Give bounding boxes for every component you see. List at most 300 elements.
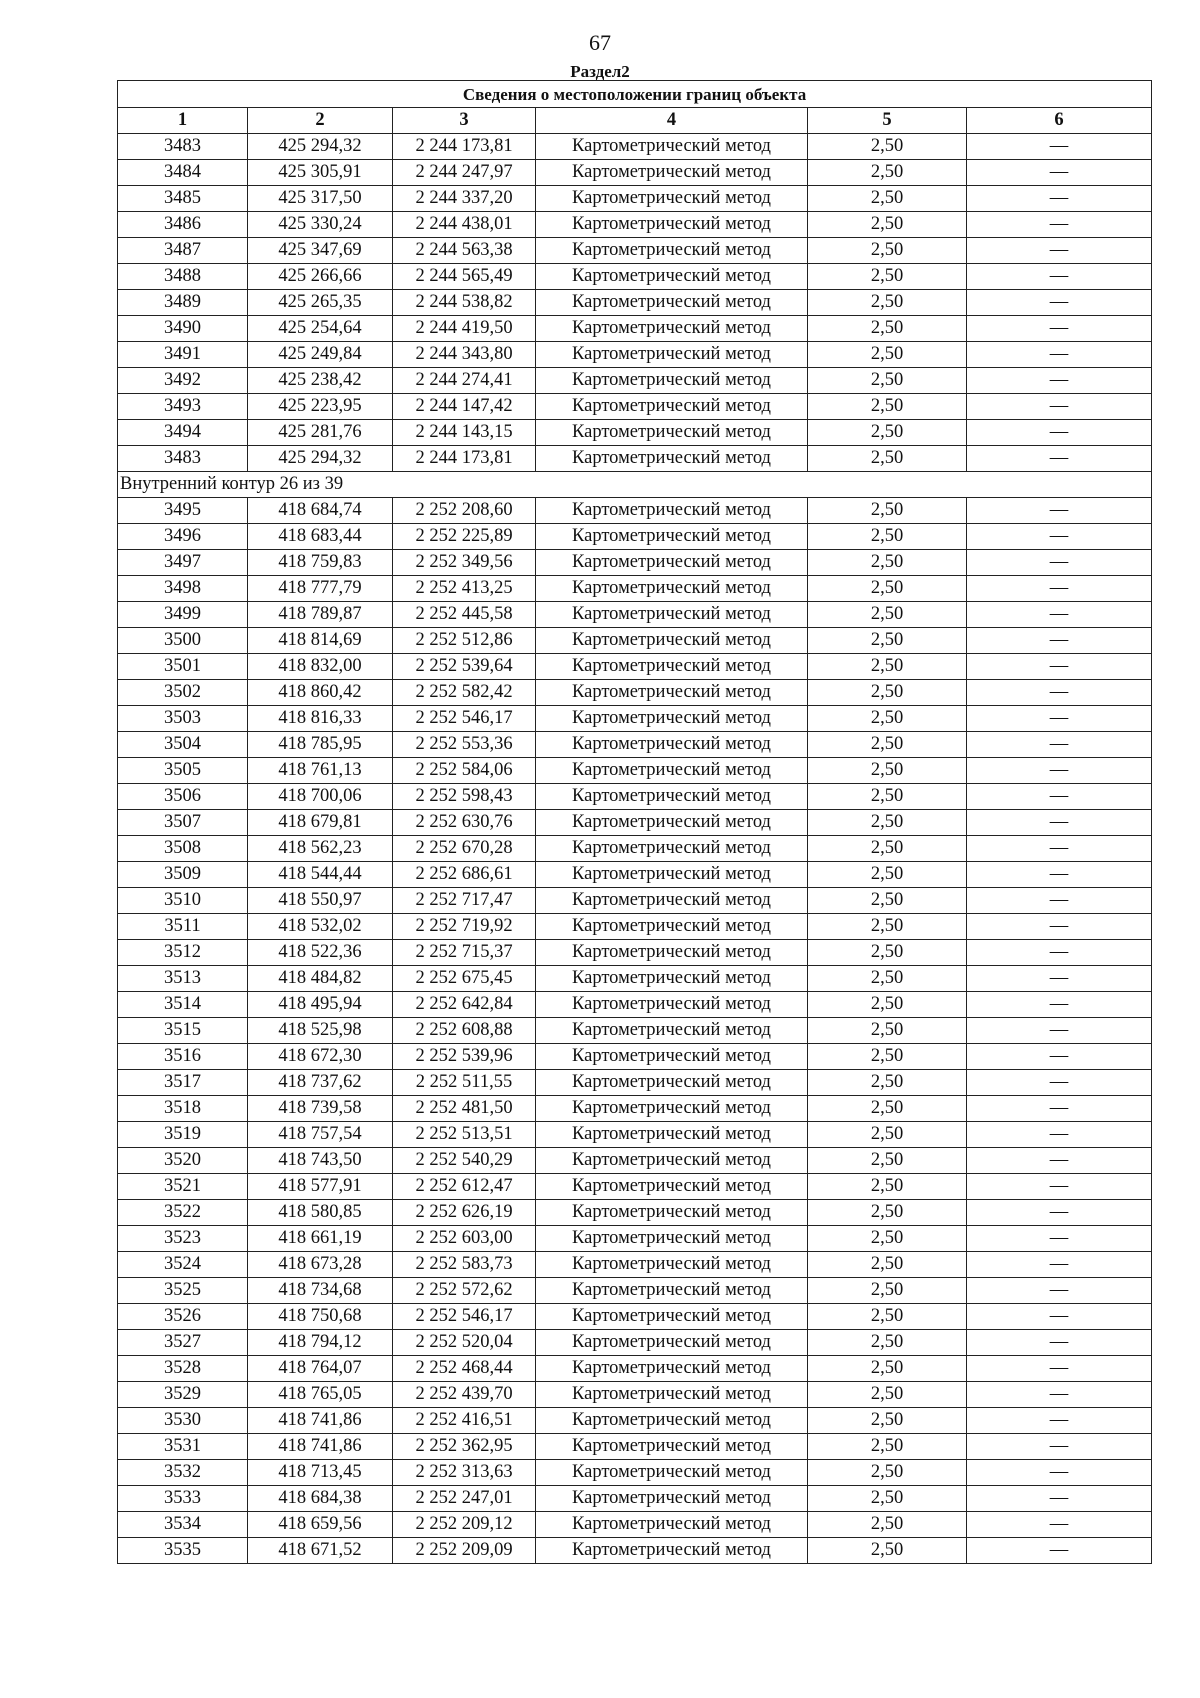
method-cell: Картометрический метод: [536, 238, 808, 264]
point-number-cell: 3504: [118, 732, 248, 758]
coordinate-y-cell: 2 252 583,73: [393, 1252, 536, 1278]
coordinate-y-cell: 2 244 337,20: [393, 186, 536, 212]
description-cell: —: [967, 212, 1152, 238]
point-number-cell: 3527: [118, 1330, 248, 1356]
table-row: [118, 420, 1152, 446]
method-cell: Картометрический метод: [536, 680, 808, 706]
method-cell: Картометрический метод: [536, 888, 808, 914]
coordinate-x-cell: 418 743,50: [248, 1148, 393, 1174]
table-row: [118, 1356, 1152, 1382]
point-number-cell: 3483: [118, 446, 248, 472]
accuracy-cell: 2,50: [808, 966, 967, 992]
coordinate-y-cell: 2 252 572,62: [393, 1278, 536, 1304]
point-number-cell: 3513: [118, 966, 248, 992]
point-number-cell: 3530: [118, 1408, 248, 1434]
coordinate-x-cell: 418 683,44: [248, 524, 393, 550]
description-cell: —: [967, 1096, 1152, 1122]
description-cell: —: [967, 784, 1152, 810]
coordinate-x-cell: 418 750,68: [248, 1304, 393, 1330]
accuracy-cell: 2,50: [808, 836, 967, 862]
table-row: [118, 368, 1152, 394]
point-number-cell: 3495: [118, 498, 248, 524]
description-cell: —: [967, 1356, 1152, 1382]
table-row: [118, 966, 1152, 992]
contour-separator: [118, 472, 1152, 498]
table-row: [118, 1148, 1152, 1174]
coordinate-y-cell: 2 244 538,82: [393, 290, 536, 316]
coordinate-x-cell: 418 794,12: [248, 1330, 393, 1356]
coordinate-y-cell: 2 252 413,25: [393, 576, 536, 602]
table-row: [118, 1252, 1152, 1278]
table-row: [118, 1070, 1152, 1096]
coordinate-y-cell: 2 252 719,92: [393, 914, 536, 940]
description-cell: —: [967, 1486, 1152, 1512]
table-row: [118, 1122, 1152, 1148]
accuracy-cell: 2,50: [808, 524, 967, 550]
description-cell: —: [967, 342, 1152, 368]
point-number-cell: 3535: [118, 1538, 248, 1564]
coordinate-y-cell: 2 252 313,63: [393, 1460, 536, 1486]
table-row: [118, 498, 1152, 524]
accuracy-cell: 2,50: [808, 732, 967, 758]
accuracy-cell: 2,50: [808, 992, 967, 1018]
accuracy-cell: 2,50: [808, 628, 967, 654]
accuracy-cell: 2,50: [808, 888, 967, 914]
coordinate-x-cell: 418 671,52: [248, 1538, 393, 1564]
method-cell: Картометрический метод: [536, 1044, 808, 1070]
coordinate-x-cell: 425 294,32: [248, 446, 393, 472]
point-number-cell: 3485: [118, 186, 248, 212]
point-number-cell: 3512: [118, 940, 248, 966]
method-cell: Картометрический метод: [536, 212, 808, 238]
coordinate-y-cell: 2 252 208,60: [393, 498, 536, 524]
coordinate-x-cell: 418 659,56: [248, 1512, 393, 1538]
point-number-cell: 3501: [118, 654, 248, 680]
method-cell: Картометрический метод: [536, 368, 808, 394]
accuracy-cell: 2,50: [808, 446, 967, 472]
table-row: [118, 1226, 1152, 1252]
coordinate-x-cell: 418 679,81: [248, 810, 393, 836]
description-cell: —: [967, 602, 1152, 628]
point-number-cell: 3493: [118, 394, 248, 420]
table-row: [118, 602, 1152, 628]
method-cell: Картометрический метод: [536, 810, 808, 836]
point-number-cell: 3534: [118, 1512, 248, 1538]
table-row: [118, 576, 1152, 602]
coordinate-y-cell: 2 252 612,47: [393, 1174, 536, 1200]
point-number-cell: 3496: [118, 524, 248, 550]
description-cell: —: [967, 576, 1152, 602]
coordinate-x-cell: 418 761,13: [248, 758, 393, 784]
description-cell: —: [967, 186, 1152, 212]
point-number-cell: 3509: [118, 862, 248, 888]
coordinate-x-cell: 425 305,91: [248, 160, 393, 186]
coordinate-x-cell: 418 661,19: [248, 1226, 393, 1252]
coordinate-y-cell: 2 252 598,43: [393, 784, 536, 810]
coordinate-x-cell: 418 777,79: [248, 576, 393, 602]
accuracy-cell: 2,50: [808, 914, 967, 940]
description-cell: —: [967, 550, 1152, 576]
description-cell: —: [967, 810, 1152, 836]
method-cell: Картометрический метод: [536, 1070, 808, 1096]
point-number-cell: 3521: [118, 1174, 248, 1200]
coordinate-y-cell: 2 252 513,51: [393, 1122, 536, 1148]
table-row: [118, 134, 1152, 160]
table-row: [118, 992, 1152, 1018]
section-title: Раздел2: [570, 62, 630, 81]
coordinate-x-cell: 425 238,42: [248, 368, 393, 394]
description-cell: —: [967, 1408, 1152, 1434]
accuracy-cell: 2,50: [808, 134, 967, 160]
point-number-cell: 3497: [118, 550, 248, 576]
coordinate-x-cell: 425 265,35: [248, 290, 393, 316]
method-cell: Картометрический метод: [536, 1200, 808, 1226]
description-cell: —: [967, 1538, 1152, 1564]
description-cell: —: [967, 394, 1152, 420]
table-row: [118, 1096, 1152, 1122]
coordinate-y-cell: 2 244 173,81: [393, 134, 536, 160]
coordinate-x-cell: 425 281,76: [248, 420, 393, 446]
description-cell: —: [967, 1226, 1152, 1252]
description-cell: —: [967, 966, 1152, 992]
page-number: 67: [589, 30, 611, 55]
coordinate-y-cell: 2 244 143,15: [393, 420, 536, 446]
point-number-cell: 3490: [118, 316, 248, 342]
point-number-cell: 3510: [118, 888, 248, 914]
accuracy-cell: 2,50: [808, 784, 967, 810]
coordinate-y-cell: 2 252 630,76: [393, 810, 536, 836]
description-cell: —: [967, 524, 1152, 550]
coordinate-y-cell: 2 252 520,04: [393, 1330, 536, 1356]
method-cell: Картометрический метод: [536, 420, 808, 446]
accuracy-cell: 2,50: [808, 264, 967, 290]
point-number-cell: 3524: [118, 1252, 248, 1278]
accuracy-cell: 2,50: [808, 186, 967, 212]
point-number-cell: 3492: [118, 368, 248, 394]
accuracy-cell: 2,50: [808, 1434, 967, 1460]
point-number-cell: 3518: [118, 1096, 248, 1122]
description-cell: —: [967, 862, 1152, 888]
coordinate-y-cell: 2 252 717,47: [393, 888, 536, 914]
accuracy-cell: 2,50: [808, 1538, 967, 1564]
table-row: [118, 290, 1152, 316]
description-cell: —: [967, 1512, 1152, 1538]
coordinate-y-cell: 2 252 670,28: [393, 836, 536, 862]
accuracy-cell: 2,50: [808, 1304, 967, 1330]
table-row: [118, 654, 1152, 680]
table-row: [118, 1018, 1152, 1044]
description-cell: —: [967, 290, 1152, 316]
table-row: [118, 394, 1152, 420]
column-header-6: 6: [967, 108, 1152, 134]
description-cell: —: [967, 888, 1152, 914]
outer-contour-rows: [118, 134, 1152, 472]
description-cell: —: [967, 420, 1152, 446]
coordinate-x-cell: 418 737,62: [248, 1070, 393, 1096]
accuracy-cell: 2,50: [808, 368, 967, 394]
coordinate-x-cell: 425 330,24: [248, 212, 393, 238]
coordinate-y-cell: 2 252 603,00: [393, 1226, 536, 1252]
accuracy-cell: 2,50: [808, 1330, 967, 1356]
coordinate-y-cell: 2 252 468,44: [393, 1356, 536, 1382]
table-row: [118, 160, 1152, 186]
point-number-cell: 3486: [118, 212, 248, 238]
coordinate-x-cell: 425 266,66: [248, 264, 393, 290]
method-cell: Картометрический метод: [536, 1356, 808, 1382]
coordinate-y-cell: 2 244 247,97: [393, 160, 536, 186]
coordinate-x-cell: 418 550,97: [248, 888, 393, 914]
accuracy-cell: 2,50: [808, 576, 967, 602]
table-row: [118, 706, 1152, 732]
accuracy-cell: 2,50: [808, 550, 967, 576]
table-caption: Сведения о местоположении границ объекта: [118, 81, 1152, 108]
coordinate-y-cell: 2 252 626,19: [393, 1200, 536, 1226]
description-cell: —: [967, 1174, 1152, 1200]
method-cell: Картометрический метод: [536, 966, 808, 992]
method-cell: Картометрический метод: [536, 1408, 808, 1434]
point-number-cell: 3523: [118, 1226, 248, 1252]
coordinate-y-cell: 2 252 225,89: [393, 524, 536, 550]
description-cell: —: [967, 1018, 1152, 1044]
accuracy-cell: 2,50: [808, 290, 967, 316]
accuracy-cell: 2,50: [808, 1148, 967, 1174]
point-number-cell: 3528: [118, 1356, 248, 1382]
method-cell: Картометрический метод: [536, 1226, 808, 1252]
coordinate-y-cell: 2 252 445,58: [393, 602, 536, 628]
accuracy-cell: 2,50: [808, 498, 967, 524]
method-cell: Картометрический метод: [536, 498, 808, 524]
coordinate-y-cell: 2 252 362,95: [393, 1434, 536, 1460]
coordinate-x-cell: 418 759,83: [248, 550, 393, 576]
table-row: [118, 1044, 1152, 1070]
method-cell: Картометрический метод: [536, 940, 808, 966]
method-cell: Картометрический метод: [536, 576, 808, 602]
coordinate-x-cell: 418 814,69: [248, 628, 393, 654]
description-cell: —: [967, 1200, 1152, 1226]
table-row: [118, 1538, 1152, 1564]
method-cell: Картометрический метод: [536, 186, 808, 212]
accuracy-cell: 2,50: [808, 680, 967, 706]
coordinate-x-cell: 418 672,30: [248, 1044, 393, 1070]
accuracy-cell: 2,50: [808, 1174, 967, 1200]
coordinate-y-cell: 2 252 582,42: [393, 680, 536, 706]
accuracy-cell: 2,50: [808, 810, 967, 836]
point-number-cell: 3487: [118, 238, 248, 264]
description-cell: —: [967, 940, 1152, 966]
description-cell: —: [967, 1382, 1152, 1408]
coordinate-x-cell: 418 816,33: [248, 706, 393, 732]
method-cell: Картометрический метод: [536, 1174, 808, 1200]
coordinate-y-cell: 2 252 539,64: [393, 654, 536, 680]
point-number-cell: 3533: [118, 1486, 248, 1512]
coordinate-y-cell: 2 252 512,86: [393, 628, 536, 654]
accuracy-cell: 2,50: [808, 238, 967, 264]
coordinate-y-cell: 2 244 274,41: [393, 368, 536, 394]
column-header-3: 3: [393, 108, 536, 134]
description-cell: —: [967, 732, 1152, 758]
column-header-2: 2: [248, 108, 393, 134]
coordinate-y-cell: 2 252 608,88: [393, 1018, 536, 1044]
point-number-cell: 3494: [118, 420, 248, 446]
coordinate-y-cell: 2 252 546,17: [393, 1304, 536, 1330]
coordinate-y-cell: 2 252 481,50: [393, 1096, 536, 1122]
method-cell: Картометрический метод: [536, 1538, 808, 1564]
point-number-cell: 3531: [118, 1434, 248, 1460]
column-header-row: [118, 108, 1152, 134]
point-number-cell: 3491: [118, 342, 248, 368]
table-row: [118, 732, 1152, 758]
coordinate-y-cell: 2 252 209,09: [393, 1538, 536, 1564]
description-cell: —: [967, 628, 1152, 654]
method-cell: Картометрический метод: [536, 706, 808, 732]
coordinate-x-cell: 425 317,50: [248, 186, 393, 212]
accuracy-cell: 2,50: [808, 602, 967, 628]
point-number-cell: 3508: [118, 836, 248, 862]
coordinate-x-cell: 425 223,95: [248, 394, 393, 420]
accuracy-cell: 2,50: [808, 1460, 967, 1486]
table-row: [118, 550, 1152, 576]
accuracy-cell: 2,50: [808, 160, 967, 186]
accuracy-cell: 2,50: [808, 1226, 967, 1252]
coordinate-y-cell: 2 252 209,12: [393, 1512, 536, 1538]
description-cell: —: [967, 446, 1152, 472]
method-cell: Картометрический метод: [536, 602, 808, 628]
point-number-cell: 3503: [118, 706, 248, 732]
coordinate-y-cell: 2 252 675,45: [393, 966, 536, 992]
table-row: [118, 1382, 1152, 1408]
coordinate-x-cell: 418 785,95: [248, 732, 393, 758]
description-cell: —: [967, 264, 1152, 290]
point-number-cell: 3516: [118, 1044, 248, 1070]
coordinate-x-cell: 418 789,87: [248, 602, 393, 628]
table-row: [118, 628, 1152, 654]
coordinate-x-cell: 418 764,07: [248, 1356, 393, 1382]
method-cell: Картометрический метод: [536, 914, 808, 940]
coordinate-y-cell: 2 252 540,29: [393, 1148, 536, 1174]
method-cell: Картометрический метод: [536, 862, 808, 888]
point-number-cell: 3514: [118, 992, 248, 1018]
accuracy-cell: 2,50: [808, 1356, 967, 1382]
description-cell: —: [967, 368, 1152, 394]
coordinate-x-cell: 418 484,82: [248, 966, 393, 992]
description-cell: —: [967, 1434, 1152, 1460]
coordinate-y-cell: 2 252 546,17: [393, 706, 536, 732]
point-number-cell: 3500: [118, 628, 248, 654]
accuracy-cell: 2,50: [808, 940, 967, 966]
description-cell: —: [967, 1148, 1152, 1174]
coordinate-y-cell: 2 244 343,80: [393, 342, 536, 368]
table-row: [118, 1304, 1152, 1330]
coordinate-y-cell: 2 252 439,70: [393, 1382, 536, 1408]
method-cell: Картометрический метод: [536, 1122, 808, 1148]
point-number-cell: 3520: [118, 1148, 248, 1174]
point-number-cell: 3522: [118, 1200, 248, 1226]
table-row: [118, 1408, 1152, 1434]
table-row: [118, 940, 1152, 966]
table-row: [118, 446, 1152, 472]
method-cell: Картометрический метод: [536, 290, 808, 316]
coordinate-x-cell: 418 580,85: [248, 1200, 393, 1226]
table-row: [118, 264, 1152, 290]
table-row: [118, 1174, 1152, 1200]
coordinate-x-cell: 418 860,42: [248, 680, 393, 706]
accuracy-cell: 2,50: [808, 316, 967, 342]
point-number-cell: 3532: [118, 1460, 248, 1486]
point-number-cell: 3525: [118, 1278, 248, 1304]
coordinate-x-cell: 418 532,02: [248, 914, 393, 940]
method-cell: Картометрический метод: [536, 1460, 808, 1486]
point-number-cell: 3519: [118, 1122, 248, 1148]
coordinate-y-cell: 2 244 563,38: [393, 238, 536, 264]
method-cell: Картометрический метод: [536, 264, 808, 290]
table-row: [118, 1330, 1152, 1356]
table-row: [118, 1486, 1152, 1512]
point-number-cell: 3517: [118, 1070, 248, 1096]
description-cell: —: [967, 1070, 1152, 1096]
coordinate-y-cell: 2 244 419,50: [393, 316, 536, 342]
contour-label: Внутренний контур 26 из 39: [118, 472, 1152, 498]
inner-contour-rows: [118, 498, 1152, 1564]
boundary-coordinates-table: [117, 80, 1152, 1564]
description-cell: —: [967, 1460, 1152, 1486]
coordinate-y-cell: 2 244 173,81: [393, 446, 536, 472]
coordinate-y-cell: 2 252 715,37: [393, 940, 536, 966]
table-row: [118, 524, 1152, 550]
accuracy-cell: 2,50: [808, 1408, 967, 1434]
coordinate-x-cell: 418 673,28: [248, 1252, 393, 1278]
method-cell: Картометрический метод: [536, 1512, 808, 1538]
accuracy-cell: 2,50: [808, 1018, 967, 1044]
column-header-1: 1: [118, 108, 248, 134]
coordinate-y-cell: 2 252 584,06: [393, 758, 536, 784]
accuracy-cell: 2,50: [808, 420, 967, 446]
table-row: [118, 1200, 1152, 1226]
description-cell: —: [967, 706, 1152, 732]
method-cell: Картометрический метод: [536, 784, 808, 810]
description-cell: —: [967, 316, 1152, 342]
table-row: [118, 186, 1152, 212]
coordinate-x-cell: 418 734,68: [248, 1278, 393, 1304]
description-cell: —: [967, 758, 1152, 784]
method-cell: Картометрический метод: [536, 758, 808, 784]
point-number-cell: 3511: [118, 914, 248, 940]
coordinate-x-cell: 418 684,74: [248, 498, 393, 524]
method-cell: Картометрический метод: [536, 836, 808, 862]
method-cell: Картометрический метод: [536, 1486, 808, 1512]
column-header-4: 4: [536, 108, 808, 134]
coordinate-x-cell: 418 765,05: [248, 1382, 393, 1408]
coordinate-x-cell: 418 684,38: [248, 1486, 393, 1512]
coordinate-x-cell: 418 544,44: [248, 862, 393, 888]
description-cell: —: [967, 1044, 1152, 1070]
method-cell: Картометрический метод: [536, 1278, 808, 1304]
accuracy-cell: 2,50: [808, 1382, 967, 1408]
accuracy-cell: 2,50: [808, 1044, 967, 1070]
coordinate-y-cell: 2 252 349,56: [393, 550, 536, 576]
coordinate-x-cell: 425 347,69: [248, 238, 393, 264]
description-cell: —: [967, 134, 1152, 160]
coordinate-y-cell: 2 252 553,36: [393, 732, 536, 758]
method-cell: Картометрический метод: [536, 446, 808, 472]
accuracy-cell: 2,50: [808, 394, 967, 420]
table-row: [118, 1460, 1152, 1486]
coordinate-x-cell: 418 700,06: [248, 784, 393, 810]
accuracy-cell: 2,50: [808, 1486, 967, 1512]
point-number-cell: 3505: [118, 758, 248, 784]
coordinate-y-cell: 2 244 438,01: [393, 212, 536, 238]
table-row: [118, 1512, 1152, 1538]
coordinate-x-cell: 418 562,23: [248, 836, 393, 862]
